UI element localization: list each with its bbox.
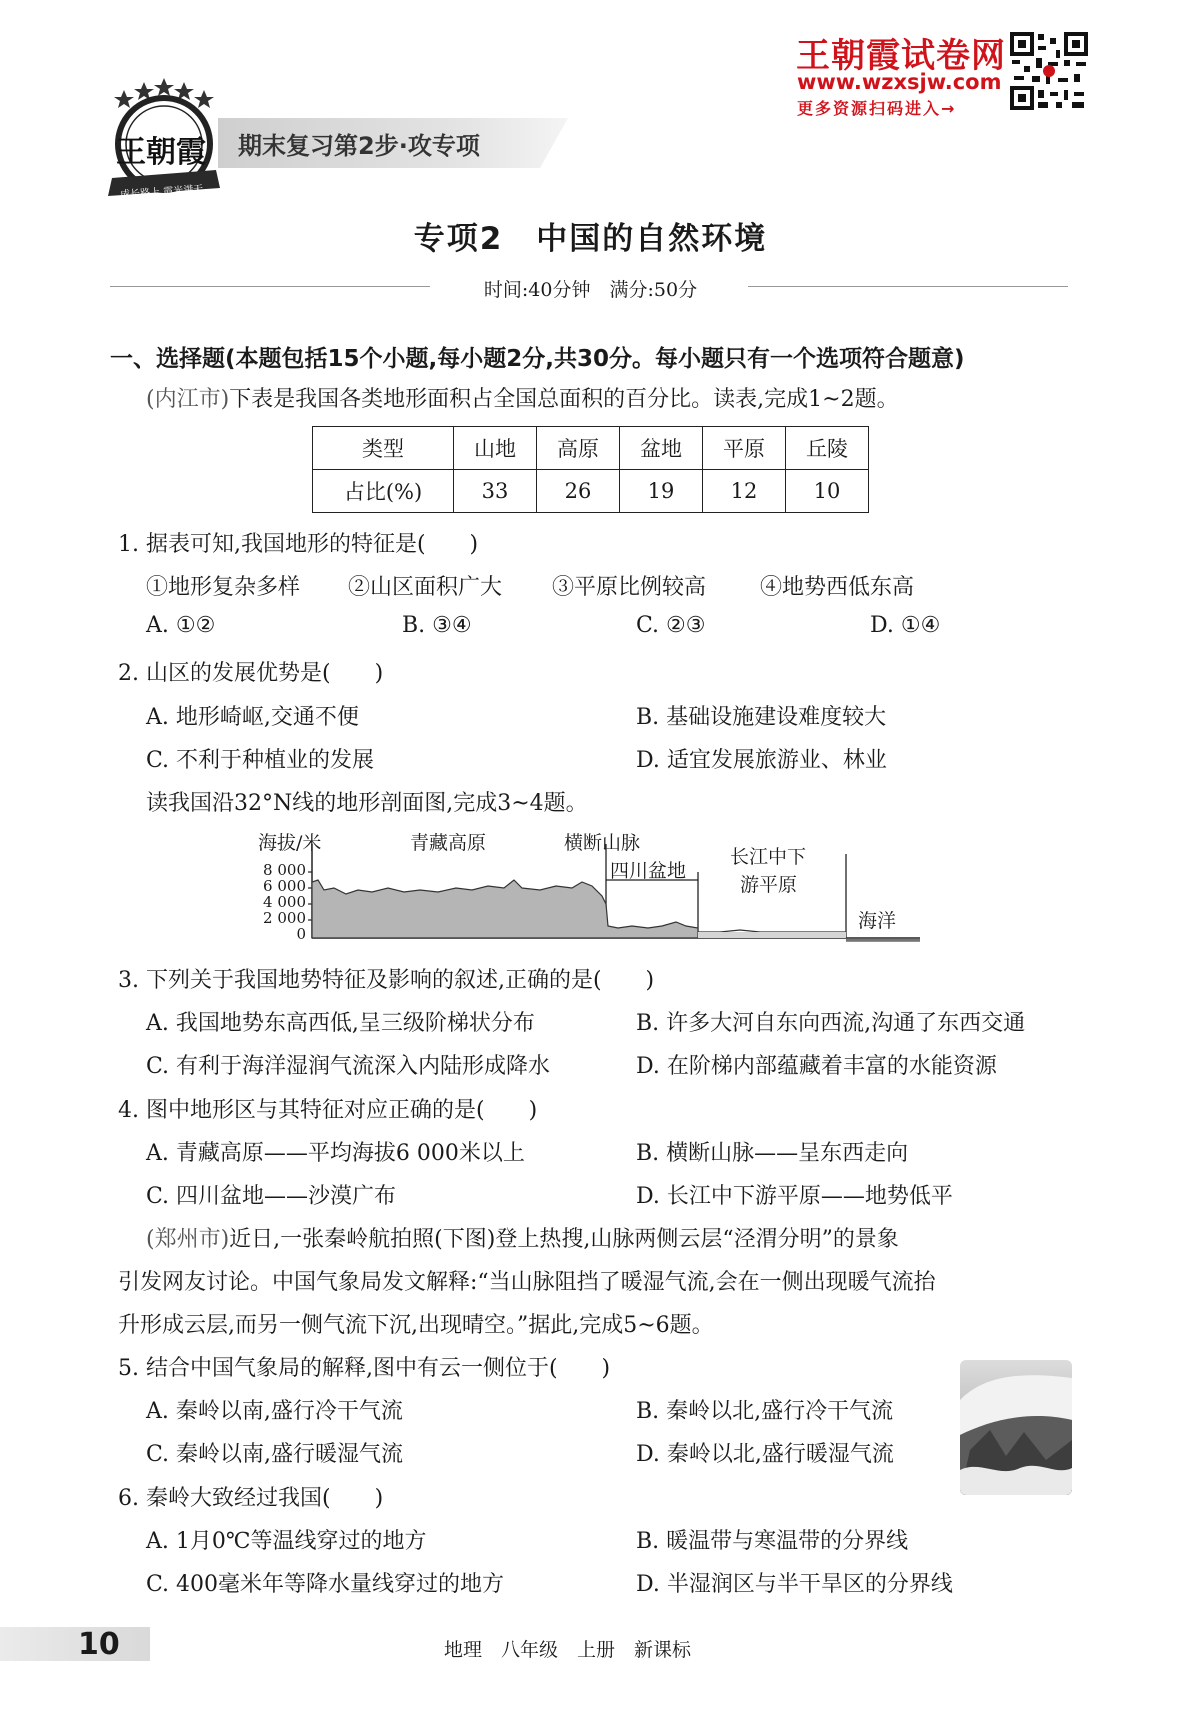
tick-label: 6 000	[263, 877, 306, 895]
table-row	[313, 427, 869, 470]
profile-label-changjiang-2: 游平原	[740, 874, 798, 896]
q6-option-b[interactable]: B. 暖温带与寒温带的分界线	[636, 1529, 909, 1554]
terrain-profile	[300, 842, 940, 942]
brand-url[interactable]: www.wzxsjw.com	[797, 70, 1002, 94]
q6-option-a[interactable]: A. 1月0℃等温线穿过的地方	[146, 1529, 427, 1554]
q2-option-c[interactable]: C. 不利于种植业的发展	[146, 748, 375, 773]
table-cell: 12	[703, 470, 786, 513]
q5-option-c[interactable]: C. 秦岭以南,盛行暖湿气流	[146, 1442, 404, 1467]
q4-option-c[interactable]: C. 四川盆地——沙漠广布	[146, 1184, 397, 1209]
table-row	[313, 470, 869, 513]
q1-item: ③平原比例较高	[552, 575, 707, 600]
qinling-aerial-photo	[960, 1360, 1072, 1495]
tick-label: 0	[296, 925, 306, 943]
question-1: 1. 据表可知,我国地形的特征是( )	[118, 532, 479, 557]
question-2: 2. 山区的发展优势是( )	[118, 661, 384, 686]
q6-option-d[interactable]: D. 半湿润区与半干旱区的分界线	[636, 1572, 953, 1597]
tick-label: 2 000	[263, 909, 306, 927]
intro-3-line-3: 升形成云层,而另一侧气流下沉,出现晴空。”据此,完成5~6题。	[118, 1313, 714, 1338]
tick-label: 8 000	[263, 861, 306, 879]
tick-label: 4 000	[263, 893, 306, 911]
table-cell: 26	[537, 470, 620, 513]
q3-option-a[interactable]: A. 我国地势东高西低,呈三级阶梯状分布	[146, 1011, 535, 1036]
table-cell: 10	[786, 470, 869, 513]
question-4: 4. 图中地形区与其特征对应正确的是( )	[118, 1098, 538, 1123]
q1-option-a[interactable]: A. ①②	[146, 613, 216, 638]
q4-option-b[interactable]: B. 横断山脉——呈东西走向	[636, 1141, 909, 1166]
q5-option-b[interactable]: B. 秦岭以北,盛行冷干气流	[636, 1399, 894, 1424]
q5-option-a[interactable]: A. 秦岭以南,盛行冷干气流	[146, 1399, 403, 1424]
question-5: 5. 结合中国气象局的解释,图中有云一侧位于( )	[118, 1356, 611, 1381]
qr-code-icon[interactable]	[1008, 30, 1090, 112]
brand-tip: 更多资源扫码进入→	[797, 99, 957, 118]
q4-option-d[interactable]: D. 长江中下游平原——地势低平	[636, 1184, 953, 1209]
q3-option-c[interactable]: C. 有利于海洋湿润气流深入内陆形成降水	[146, 1054, 551, 1079]
logo-text: 王朝霞	[116, 135, 206, 170]
q2-option-a[interactable]: A. 地形崎岖,交通不便	[146, 705, 359, 730]
brand-title: 王朝霞试卷网	[796, 36, 1006, 76]
q6-option-c[interactable]: C. 400毫米年等降水量线穿过的地方	[146, 1572, 505, 1597]
question-6: 6. 秦岭大致经过我国( )	[118, 1486, 384, 1511]
q1-item: ②山区面积广大	[348, 575, 503, 600]
q3-option-b[interactable]: B. 许多大河自东向西流,沟通了东西交通	[636, 1011, 1026, 1036]
table-cell: 山地	[454, 427, 537, 470]
source-tag: (内江市)	[146, 387, 230, 412]
logo-ribbon: 成长路上 霞光满天	[119, 184, 204, 201]
q3-option-d[interactable]: D. 在阶梯内部蕴藏着丰富的水能资源	[636, 1054, 997, 1079]
footer-bar	[0, 1627, 150, 1661]
profile-label-qingzang: 青藏高原	[410, 832, 487, 854]
section-heading: 一、选择题(本题包括15个小题,每小题2分,共30分。每小题只有一个选项符合题意)	[110, 346, 965, 372]
q1-option-d[interactable]: D. ①④	[870, 613, 941, 638]
q2-option-b[interactable]: B. 基础设施建设难度较大	[636, 705, 887, 730]
profile-label-sichuan: 四川盆地	[610, 860, 687, 882]
intro-3-line-1	[146, 1222, 899, 1253]
chapter-banner-text: 期末复习第2步·攻专项	[238, 132, 480, 160]
terrain-table	[312, 426, 869, 513]
profile-y-ticks	[250, 862, 306, 942]
table-cell: 19	[620, 470, 703, 513]
profile-label-changjiang: 长江中下	[730, 846, 807, 868]
footer-info: 地理 八年级 上册 新课标	[444, 1639, 692, 1661]
page-number: 10	[78, 1627, 120, 1662]
q1-option-c[interactable]: C. ②③	[636, 613, 706, 638]
intro-2: 读我国沿32°N线的地形剖面图,完成3~4题。	[146, 791, 588, 816]
table-header: 占比(%)	[313, 470, 454, 513]
page-title: 专项2 中国的自然环境	[413, 221, 768, 257]
table-cell: 33	[454, 470, 537, 513]
terrain-fill	[312, 880, 698, 938]
table-cell: 高原	[537, 427, 620, 470]
intro-text: 下表是我国各类地形面积占全国总面积的百分比。读表,完成1~2题。	[229, 387, 899, 412]
table-cell: 丘陵	[786, 427, 869, 470]
q4-option-a[interactable]: A. 青藏高原——平均海拔6 000米以上	[146, 1141, 525, 1166]
q1-item: ①地形复杂多样	[146, 575, 301, 600]
q1-option-b[interactable]: B. ③④	[402, 613, 472, 638]
profile-label-hengduan: 横断山脉	[564, 832, 641, 854]
time-info: 时间:40分钟 满分:50分	[483, 279, 698, 301]
source-tag: (郑州市)	[146, 1227, 230, 1252]
q5-option-d[interactable]: D. 秦岭以北,盛行暖湿气流	[636, 1442, 894, 1467]
table-cell: 平原	[703, 427, 786, 470]
table-cell: 盆地	[620, 427, 703, 470]
table-header: 类型	[313, 427, 454, 470]
profile-label-ocean: 海洋	[858, 910, 897, 932]
intro-1	[146, 382, 899, 413]
q1-item: ④地势西低东高	[760, 575, 915, 600]
q2-option-d[interactable]: D. 适宜发展旅游业、林业	[636, 748, 887, 773]
profile-y-label: 海拔/米	[258, 832, 322, 854]
intro-3-line-2: 引发网友讨论。中国气象局发文解释:“当山脉阻挡了暖湿气流,会在一侧出现暖气流抬	[118, 1270, 936, 1295]
question-3: 3. 下列关于我国地势特征及影响的叙述,正确的是( )	[118, 968, 655, 993]
intro-text: 近日,一张秦岭航拍照(下图)登上热搜,山脉两侧云层“泾渭分明”的景象	[229, 1227, 899, 1252]
